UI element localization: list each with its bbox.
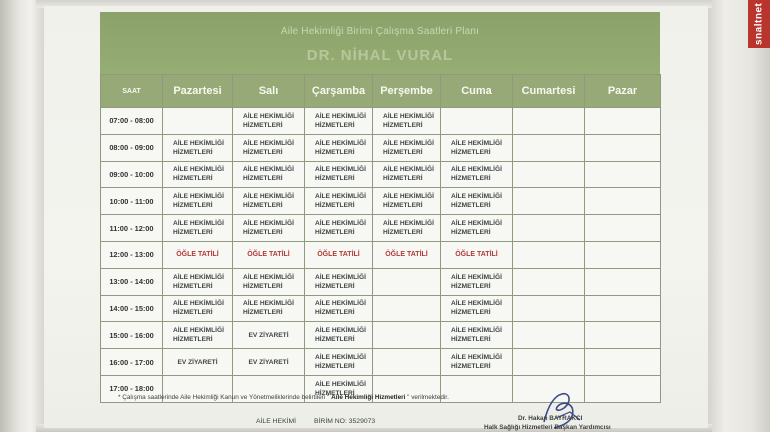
schedule-cell [513, 349, 585, 376]
schedule-cell [585, 215, 661, 242]
schedule-cell: AİLE HEKİMLİĞİ HİZMETLERİ [163, 215, 233, 242]
schedule-cell: EV ZİYARETİ [163, 349, 233, 376]
schedule-cell [513, 215, 585, 242]
schedule-cell [585, 134, 661, 161]
schedule-cell [585, 108, 661, 135]
schedule-cell: AİLE HEKİMLİĞİ HİZMETLERİ [305, 161, 373, 188]
schedule-cell [373, 268, 441, 295]
schedule-cell: AİLE HEKİMLİĞİ HİZMETLERİ [373, 188, 441, 215]
schedule-cell: AİLE HEKİMLİĞİ HİZMETLERİ [441, 268, 513, 295]
schedule-cell [513, 134, 585, 161]
schedule-cell: AİLE HEKİMLİĞİ HİZMETLERİ [373, 108, 441, 135]
lunch-cell: ÖĞLE TATİLİ [233, 241, 305, 268]
schedule-cell [163, 108, 233, 135]
schedule-cell [513, 188, 585, 215]
schedule-cell: AİLE HEKİMLİĞİ HİZMETLERİ [233, 134, 305, 161]
lunch-cell [585, 241, 661, 268]
birim-number: BİRİM NO: 3529073 [314, 418, 376, 425]
lunch-cell: ÖĞLE TATİLİ [441, 241, 513, 268]
time-slot: 09:00 - 10:00 [101, 161, 163, 188]
time-slot: 11:00 - 12:00 [101, 215, 163, 242]
schedule-cell: AİLE HEKİMLİĞİ HİZMETLERİ [233, 295, 305, 322]
doctor-name: DR. NİHAL VURAL [306, 47, 454, 64]
schedule-cell [513, 322, 585, 349]
schedule-cell: AİLE HEKİMLİĞİ HİZMETLERİ [305, 215, 373, 242]
frame-left-edge [0, 0, 44, 432]
schedule-cell [373, 349, 441, 376]
schedule-cell [585, 188, 661, 215]
time-slot: 10:00 - 11:00 [101, 188, 163, 215]
schedule-cell: AİLE HEKİMLİĞİ HİZMETLERİ [441, 134, 513, 161]
time-slot: 15:00 - 16:00 [101, 322, 163, 349]
schedule-cell: AİLE HEKİMLİĞİ HİZMETLERİ [163, 161, 233, 188]
table-row [101, 215, 661, 242]
time-slot: 14:00 - 15:00 [101, 295, 163, 322]
schedule-cell: AİLE HEKİMLİĞİ HİZMETLERİ [305, 188, 373, 215]
schedule-cell: AİLE HEKİMLİĞİ HİZMETLERİ [305, 322, 373, 349]
schedule-cell [373, 295, 441, 322]
schedule-cell [513, 161, 585, 188]
schedule-cell: AİLE HEKİMLİĞİ HİZMETLERİ [441, 215, 513, 242]
time-slot: 16:00 - 17:00 [101, 349, 163, 376]
aile-hekimi-label: AİLE HEKİMİ [256, 418, 297, 425]
frame-right-edge [706, 0, 770, 432]
schedule-cell [585, 161, 661, 188]
schedule-cell [513, 268, 585, 295]
schedule-cell: AİLE HEKİMLİĞİ HİZMETLERİ [373, 161, 441, 188]
lunch-cell: ÖĞLE TATİLİ [163, 241, 233, 268]
schedule-cell [585, 268, 661, 295]
time-slot: 17:00 - 18:00 [101, 375, 163, 402]
schedule-cell: AİLE HEKİMLİĞİ HİZMETLERİ [163, 188, 233, 215]
column-header-saat: SAAT [101, 75, 163, 108]
table-row [101, 161, 661, 188]
table-row [101, 241, 661, 268]
schedule-cell [585, 295, 661, 322]
footnote-bold: Aile Hekimliği Hizmetleri [331, 394, 406, 401]
column-header-day: Cumartesi [513, 75, 585, 108]
table-row [101, 188, 661, 215]
schedule-cell: EV ZİYARETİ [233, 349, 305, 376]
signatory-title: Halk Sağlığı Hizmetleri Başkan Yardımcısı [484, 424, 611, 431]
table-row [101, 322, 661, 349]
schedule-table [100, 74, 661, 403]
column-header-day: Çarşamba [305, 75, 373, 108]
schedule-cell: AİLE HEKİMLİĞİ HİZMETLERİ [163, 295, 233, 322]
table-row [101, 295, 661, 322]
table-row [101, 134, 661, 161]
schedule-cell: AİLE HEKİMLİĞİ HİZMETLERİ [305, 375, 373, 402]
table-row [101, 349, 661, 376]
schedule-cell: AİLE HEKİMLİĞİ HİZMETLERİ [373, 215, 441, 242]
schedule-cell: AİLE HEKİMLİĞİ HİZMETLERİ [305, 268, 373, 295]
schedule-cell: AİLE HEKİMLİĞİ HİZMETLERİ [305, 108, 373, 135]
column-header-day: Cuma [441, 75, 513, 108]
schedule-cell: AİLE HEKİMLİĞİ HİZMETLERİ [305, 349, 373, 376]
footnote-suffix: " verilmektedir. [405, 394, 449, 401]
schedule-cell: AİLE HEKİMLİĞİ HİZMETLERİ [163, 268, 233, 295]
schedule-cell: AİLE HEKİMLİĞİ HİZMETLERİ [233, 108, 305, 135]
schedule-cell: AİLE HEKİMLİĞİ HİZMETLERİ [441, 322, 513, 349]
schedule-cell: AİLE HEKİMLİĞİ HİZMETLERİ [233, 215, 305, 242]
table-row [101, 108, 661, 135]
column-header-day: Pazar [585, 75, 661, 108]
schedule-cell: EV ZİYARETİ [233, 322, 305, 349]
schedule-cell: AİLE HEKİMLİĞİ HİZMETLERİ [163, 322, 233, 349]
schedule-cell: AİLE HEKİMLİĞİ HİZMETLERİ [305, 295, 373, 322]
time-slot: 07:00 - 08:00 [101, 108, 163, 135]
schedule-cell: AİLE HEKİMLİĞİ HİZMETLERİ [441, 188, 513, 215]
time-slot: 13:00 - 14:00 [101, 268, 163, 295]
lunch-cell: ÖĞLE TATİLİ [305, 241, 373, 268]
footnote-prefix: * Çalışma saatlerinde Aile Hekimliği Kanun ve Yönetmeliklerinde belirtilen " [118, 394, 332, 401]
plan-title: Aile Hekimliği Birimi Çalışma Saatleri Planı [280, 26, 480, 37]
schedule-cell: AİLE HEKİMLİĞİ HİZMETLERİ [163, 134, 233, 161]
schedule-cell: AİLE HEKİMLİĞİ HİZMETLERİ [373, 134, 441, 161]
corner-sticker: snaltnet [748, 0, 770, 48]
schedule-cell [513, 108, 585, 135]
table-row [101, 268, 661, 295]
table-header-row [101, 75, 661, 108]
schedule-cell: AİLE HEKİMLİĞİ HİZMETLERİ [233, 188, 305, 215]
schedule-cell [585, 322, 661, 349]
schedule-cell [585, 349, 661, 376]
schedule-cell: AİLE HEKİMLİĞİ HİZMETLERİ [441, 349, 513, 376]
schedule-cell: AİLE HEKİMLİĞİ HİZMETLERİ [441, 295, 513, 322]
lunch-cell: ÖĞLE TATİLİ [373, 241, 441, 268]
time-slot: 08:00 - 09:00 [101, 134, 163, 161]
lunch-cell [513, 241, 585, 268]
column-header-day: Pazartesi [163, 75, 233, 108]
schedule-cell: AİLE HEKİMLİĞİ HİZMETLERİ [441, 161, 513, 188]
schedule-cell: AİLE HEKİMLİĞİ HİZMETLERİ [233, 268, 305, 295]
schedule-cell: AİLE HEKİMLİĞİ HİZMETLERİ [305, 134, 373, 161]
schedule-cell [373, 322, 441, 349]
schedule-cell [513, 295, 585, 322]
schedule-cell: AİLE HEKİMLİĞİ HİZMETLERİ [233, 161, 305, 188]
column-header-day: Salı [233, 75, 305, 108]
schedule-header [100, 12, 660, 74]
signatory-name: Dr. Hakan BAYRAKCI [518, 415, 583, 422]
column-header-day: Perşembe [373, 75, 441, 108]
schedule-cell [441, 108, 513, 135]
time-slot: 12:00 - 13:00 [101, 241, 163, 268]
